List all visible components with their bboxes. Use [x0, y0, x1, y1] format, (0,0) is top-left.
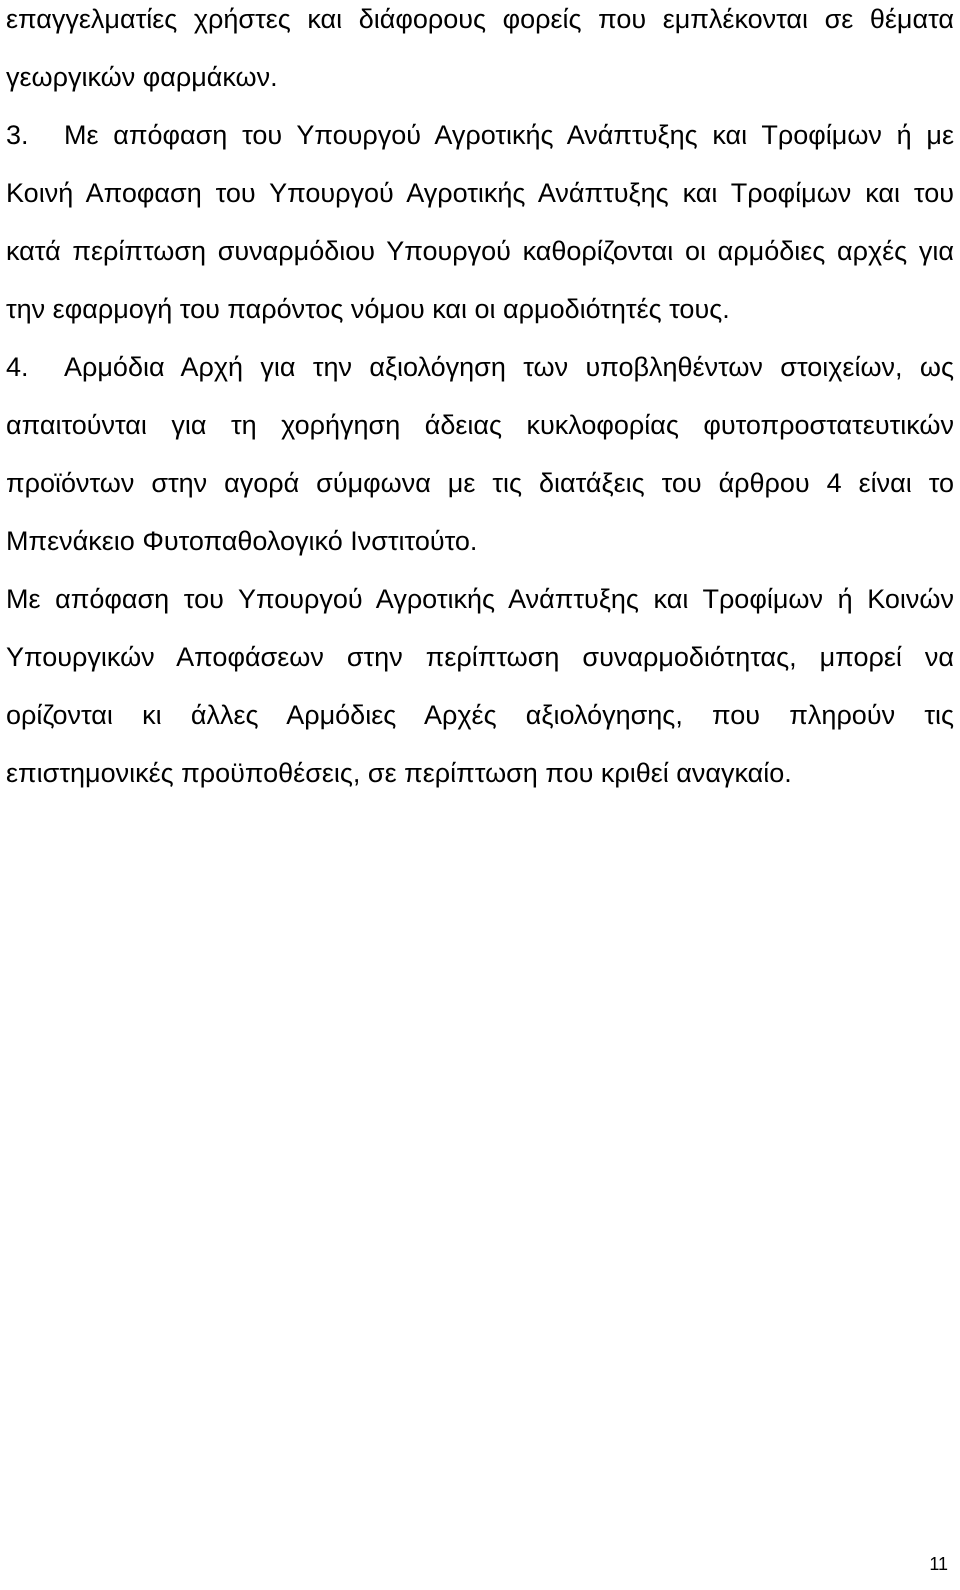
paragraph-text: επαγγελματίες χρήστες και διάφορους φορείς που εμπλέκονται σε θέματα γεωργικών φαρμάκων. [6, 4, 954, 92]
paragraph-3 [6, 106, 954, 338]
paragraph-4 [6, 338, 954, 570]
document-body [6, 0, 954, 802]
paragraph-text: Με απόφαση του Υπουργού Αγροτικής Ανάπτυξης και Τροφίμων ή με Κοινή Αποφαση του Υπουργού Αγροτικής Ανάπτυξης και Τροφίμων και του κατά περίπτωση συναρμόδιου Υπουργού καθορίζονται οι αρμόδιες αρχές για την εφαρμογή του παρόντος νόμου και οι αρμοδιότητές τους. [6, 120, 954, 324]
paragraph-number: 4. [6, 352, 29, 382]
paragraph-number: 3. [6, 120, 29, 150]
paragraph-text: Με απόφαση του Υπουργού Αγροτικής Ανάπτυξης και Τροφίμων ή Κοινών Υπουργικών Αποφάσεων στην περίπτωση συναρμοδιότητας, μπορεί να ορίζονται κι άλλες Αρμόδιες Αρχές αξιολόγησης, που πληρούν τις επιστημονικές προϋποθέσεις, σε περίπτωση που κριθεί αναγκαίο. [6, 584, 954, 788]
paragraph-continuation [6, 0, 954, 106]
paragraph-4-continuation [6, 570, 954, 802]
page-number: 11 [929, 1554, 948, 1574]
paragraph-text: Αρμόδια Αρχή για την αξιολόγηση των υποβληθέντων στοιχείων, ως απαιτούνται για τη χορήγηση άδειας κυκλοφορίας φυτοπροστατευτικών προϊόντων στην αγορά σύμφωνα με τις διατάξεις του άρθρου 4 είναι το Μπενάκειο Φυτοπαθολογικό Ινστιτούτο. [6, 352, 954, 556]
